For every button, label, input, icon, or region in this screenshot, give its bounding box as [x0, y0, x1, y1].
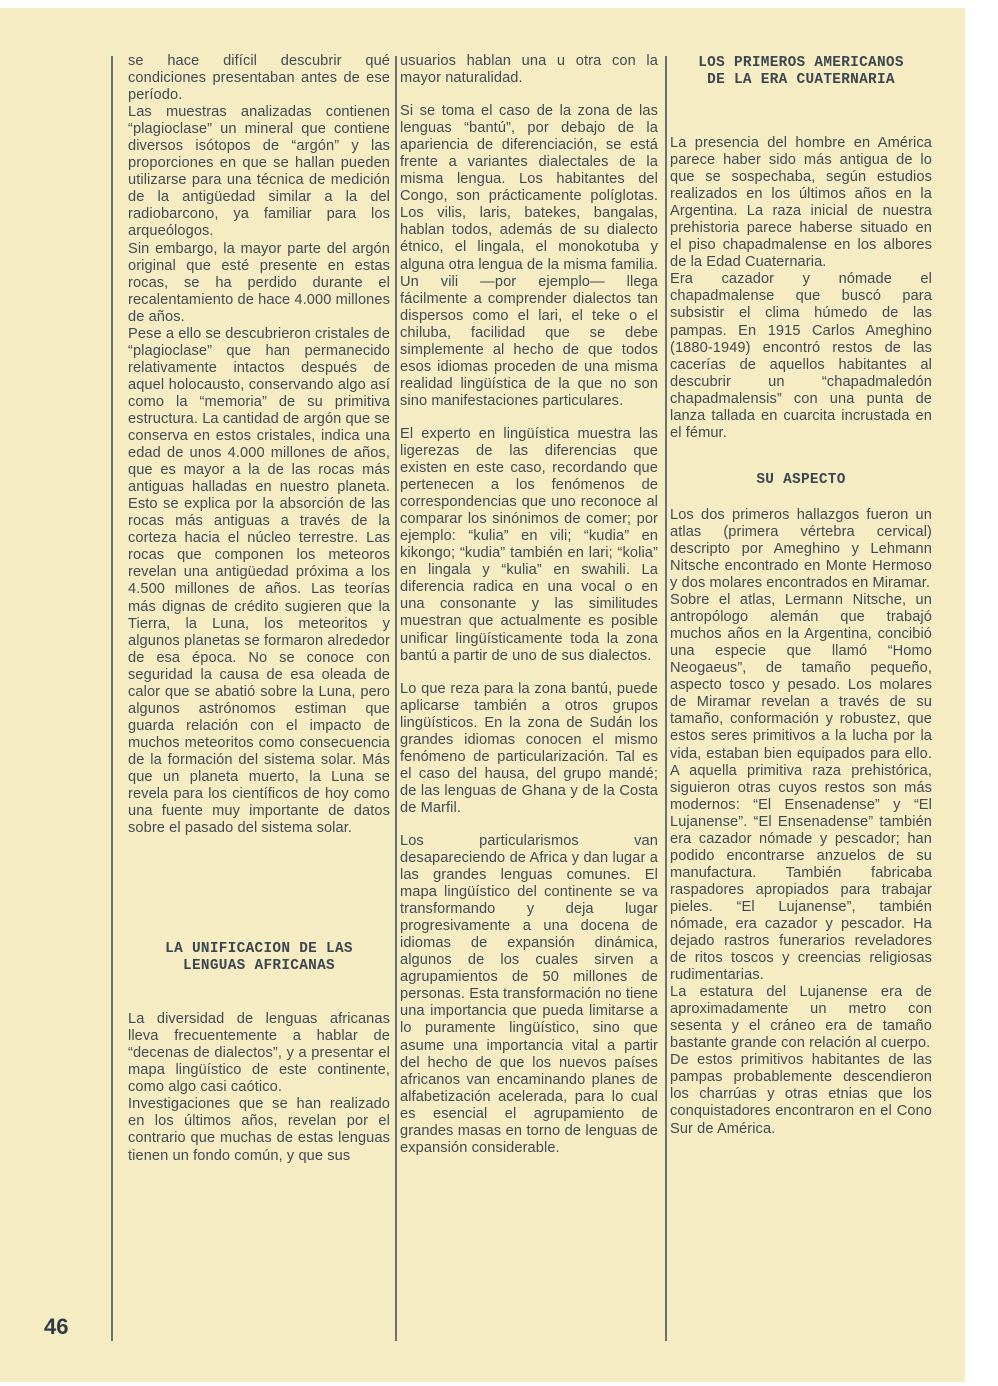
paragraph: La diversidad de lenguas africanas lleva frecuentemente a hablar de “decenas de dialectos”, y a presentar el mapa lingüístico de este continente, como algo casi caótico. [128, 1011, 390, 1096]
paragraph: Las muestras analizadas contienen “plagioclase” un mineral que contiene diversos isótopos de “argón” y las proporciones en que se hallan pueden utilizarse para una técnica de medición de la antigüedad similar a la del radiobarcono, ya familiar para los arqueólogos. [128, 104, 390, 240]
section-heading-su-aspecto: SU ASPECTO [756, 471, 846, 488]
paragraph: Pese a ello se descubrieron cristales de “plagioclase” que han permanecido relativamente intactos después de aquel holocausto, conservando algo así como la “memoria” de su primitiva estructura. La cantidad de argón que se conserva en estos cristales, indica una edad de unos 4.000 millones de años, que es mayor a la de las rocas más antiguas halladas en nuestro planeta. Esto se explica por la absorción de las rocas más antiguas a través de la corteza hacia el núcleo terrestre. Las rocas que componen los meteoros revelan una antigüedad próxima a los 4.500 millones de años. Las teorías más dignas de crédito sugieren que la Tierra, la Luna, los meteoritos y algunos planetas se formaron alrededor de esa época. No se conoce con seguridad la causa de esa oleada de calor que se abatió sobre la Luna, pero algunos astrónomos estiman que guarda relación con el impacto de muchos meteoritos como consecuencia de la formación del sistema solar. Más que un planeta muerto, la Luna se revela para los científicos de hoy como una fuente muy importante de datos sobre el pasado del sistema solar. [128, 325, 390, 837]
paragraph: La presencia del hombre en América parece haber sido más antigua de lo que se sospechaba, según estudios realizados en los últimos años en la Argentina. La raza inicial de nuestra prehistoria parece haberse situado en el piso chapadmalense en los albores de la Edad Cuaternaria. [670, 135, 932, 271]
column-rule-left [111, 56, 113, 1341]
column-middle [400, 53, 658, 1157]
paragraph: Sin embargo, la mayor parte del argón original que esté presente en estas rocas, se ha perdido durante el recalentamiento de hace 4.000 millones de años. [128, 240, 390, 325]
section-heading-primeros-americanos [670, 55, 932, 89]
paragraph: La estatura del Lujanense era de aproximadamente un metro con sesenta y el cráneo era de tamaño bastante grande con relación al cuerpo. [670, 984, 932, 1052]
paragraph: El experto en lingüística muestra las ligerezas de las diferencias que existen en este caso, recordando que pertenecen a los fenómenos de correspondencias que uno reconoce al comparar los sinónimos de comer; por ejemplo: “kulia” en vili; “kudia” en kikongo; “kudia” también en lari; “kolia” en lingala y “kulia” en swahili. La diferencia radica en una vocal o en una consonante y las similitudes muestran que actualmente es posible unificar lingüísticamente toda la zona bantú a partir de uno de sus dialectos. [400, 425, 658, 664]
paragraph: Lo que reza para la zona bantú, puede aplicarse también a otros grupos lingüísticos. En la zona de Sudán los grandes idiomas conocen el mismo fenómeno de particularización. Tal es el caso del hausa, del grupo mandé; de las lenguas de Ghana y de la Costa de Marfil. [400, 680, 658, 816]
heading-line: DE LA ERA CUATERNARIA [707, 72, 895, 88]
heading-line: LOS PRIMEROS AMERICANOS [698, 55, 904, 71]
paragraph: Los particularismos van desapareciendo de Africa y dan lugar a las grandes lenguas comunes. El mapa lingüístico del continente se va transformando y deja lugar progresivamente a una docena de idiomas de expansión dinámica, algunos de los cuales sirven a agrupamientos de 50 millones de personas. Esta transformación no tiene una importancia que pueda limitarse a lo puramente lingüístico, sino que asume una importancia vital a partir del hecho de que los nuevos países africanos van encaminando planes de alfabetización acelerada, para lo cual es esencial el agrupamiento de grandes masas en torno de lenguas de expansión considerable. [400, 832, 658, 1156]
paragraph: De estos primitivos habitantes de las pampas probablemente descendieron los charrúas y otras etnias que los conquistadores encontraron en el Cono Sur de América. [670, 1052, 932, 1137]
paragraph: usuarios hablan una u otra con la mayor naturalidad. [400, 53, 658, 87]
paragraph: se hace difícil descubrir qué condiciones presentaban antes de ese período. [128, 53, 390, 104]
paragraph: Era cazador y nómade el chapadmalense que buscó para subsistir el clima húmedo de las pampas. En 1915 Carlos Ameghino (1880-1949) encontró restos de las cacerías de aquellos habitantes al descubrir un “chapadmaledón chapadmalensis” con una punta de lanza tallada en cuarcita incrustada en el fémur. [670, 271, 932, 441]
section-heading-lenguas-africanas [128, 941, 390, 975]
column-rule-middle [395, 56, 397, 1341]
column-rule-right [665, 56, 667, 1341]
heading-line: LENGUAS AFRICANAS [183, 958, 335, 975]
page-number: 46 [44, 1314, 69, 1339]
paragraph: Si se toma el caso de la zona de las lenguas “bantú”, por debajo de la apariencia de diferenciación, se está frente a variantes dialectales de la misma lengua. Los habitantes del Congo, son prácticamente políglotas. Los vilis, laris, batekes, bangalas, hablan todos, además de su dialecto étnico, el lingala, el monokotuba y alguna otra lengua de la misma familia. Un vili —por ejemplo— llega fácilmente a comprender dialectos tan dispersos como el lari, el teke o el chiluba, facilidad que se debe simplemente al hecho de que todos esos idiomas proceden de una misma realidad lingüística de la que no son sino manifestaciones particulares. [400, 103, 658, 409]
magazine-page [0, 8, 965, 1382]
paragraph: Sobre el atlas, Lermann Nitsche, un antropólogo alemán que trabajó muchos años en la Argentina, concibió una especie que llamó “Homo Neogaeus”, de tamaño pequeño, aspecto tosco y pesado. Los molares de Miramar revelan a través de su tamaño, conformación y robustez, que estos seres primitivos a la lucha por la vida, estaban bien equipados para ello. A aquella primitiva raza prehistórica, siguieron otras cuyos restos son más modernos: “El Ensenadense” y “El Lujanense”. “El Ensenadense” también era cazador nómade y pescador; han podido encontrarse anzuelos de su manufactura. También fabricaba raspadores apropiados para trabajar pieles. “El Lujanense”, también nómade, era cazador y pescador. Ha dejado rastros funerarios reveladores de ritos toscos y creencias religiosas rudimentarias. [670, 592, 932, 984]
paragraph: Los dos primeros hallazgos fueron un atlas (primera vértebra cervical) descripto por Ameghino y Lehmann Nitsche encontrado en Monte Hermoso y dos molares encontrados en Miramar. [670, 506, 932, 592]
column-right [670, 53, 932, 1138]
heading-line: LA UNIFICACION DE LAS [165, 941, 353, 958]
column-left [128, 53, 390, 1165]
paragraph: Investigaciones que se han realizado en los últimos años, revelan por el contrario que muchas de estas lenguas tienen un fondo común, y que sus [128, 1096, 390, 1164]
